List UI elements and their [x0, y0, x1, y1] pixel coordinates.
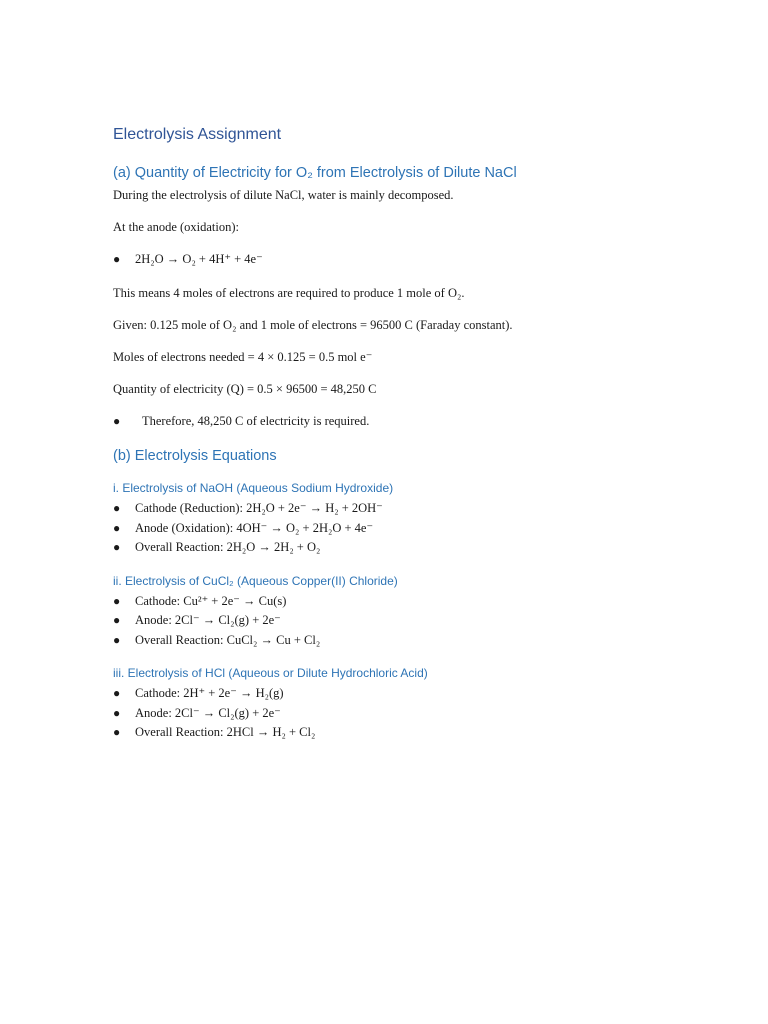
given-values: Given: 0.125 mole of O₂ and 1 mole of electrons = 96500 C (Faraday constant). [113, 317, 513, 332]
bullet-icon: ● [113, 520, 121, 535]
section-a [113, 162, 733, 431]
bullet-icon: ● [113, 593, 121, 608]
anode-label: At the anode (oxidation): [113, 220, 240, 234]
list-item: ● Anode: 2Cl⁻ → Cl₂(g) + 2e⁻ [113, 704, 733, 724]
section-b-heading: (b) Electrolysis Equations [113, 448, 277, 464]
list-item: ● Overall Reaction: 2HCl → H₂ + Cl₂ [113, 723, 733, 743]
bullet-icon: ● [113, 252, 121, 266]
list-item: ● Cathode: Cu²⁺ + 2e⁻ → Cu(s) [113, 592, 733, 612]
list-item: ● Anode (Oxidation): 4OH⁻ → O₂ + 2H₂O + 4e⁻ [113, 519, 733, 539]
cucl2-list [113, 592, 733, 651]
list-item: ● Overall Reaction: 2H₂O → 2H₂ + O₂ [113, 538, 733, 558]
bullet-icon: ● [113, 501, 121, 515]
list-item: ● Cathode: 2H⁺ + 2e⁻ → H₂(g) [113, 684, 733, 704]
list-item: ● Anode: 2Cl⁻ → Cl₂(g) + 2e⁻ [113, 611, 733, 631]
quantity-electricity-calc: Quantity of electricity (Q) = 0.5 × 96500 = 48,250 C [113, 381, 377, 396]
section-b [113, 445, 733, 743]
section-a-heading: (a) Quantity of Electricity for O₂ from Electrolysis of Dilute NaCl [113, 165, 517, 181]
bullet-icon: ● [113, 540, 121, 554]
list-item: ● 2H₂O → O₂ + 4H⁺ + 4e⁻ [113, 250, 733, 270]
moles-electrons-calc: Moles of electrons needed = 4 × 0.125 = 0.5 mol e⁻ [113, 349, 373, 364]
conclusion-list [113, 412, 733, 432]
naoh-heading: i. Electrolysis of NaOH (Aqueous Sodium Hydroxide) [113, 481, 394, 495]
hcl-list [113, 684, 733, 743]
bullet-icon: ● [113, 413, 121, 428]
bullet-icon: ● [113, 632, 121, 647]
document-page [113, 122, 733, 757]
anode-equation-list [113, 250, 733, 270]
bullet-icon: ● [113, 613, 121, 627]
bullet-icon: ● [113, 705, 121, 720]
cucl2-heading: ii. Electrolysis of CuCl₂ (Aqueous Copper(II) Chloride) [113, 573, 398, 588]
bullet-icon: ● [113, 725, 121, 739]
bullet-icon: ● [113, 686, 121, 700]
section-a-intro: During the electrolysis of dilute NaCl, water is mainly decomposed. [113, 188, 454, 202]
naoh-list [113, 499, 733, 558]
list-item: ● Therefore, 48,250 C of electricity is required. [113, 412, 733, 432]
hcl-heading: iii. Electrolysis of HCl (Aqueous or Dilute Hydrochloric Acid) [113, 666, 428, 680]
list-item: ● Cathode (Reduction): 2H₂O + 2e⁻ → H₂ + 2OH⁻ [113, 499, 733, 519]
list-item: ● Overall Reaction: CuCl₂ → Cu + Cl₂ [113, 631, 733, 651]
document-title: Electrolysis Assignment [113, 126, 282, 143]
electron-requirement: This means 4 moles of electrons are required to produce 1 mole of O₂. [113, 285, 465, 300]
